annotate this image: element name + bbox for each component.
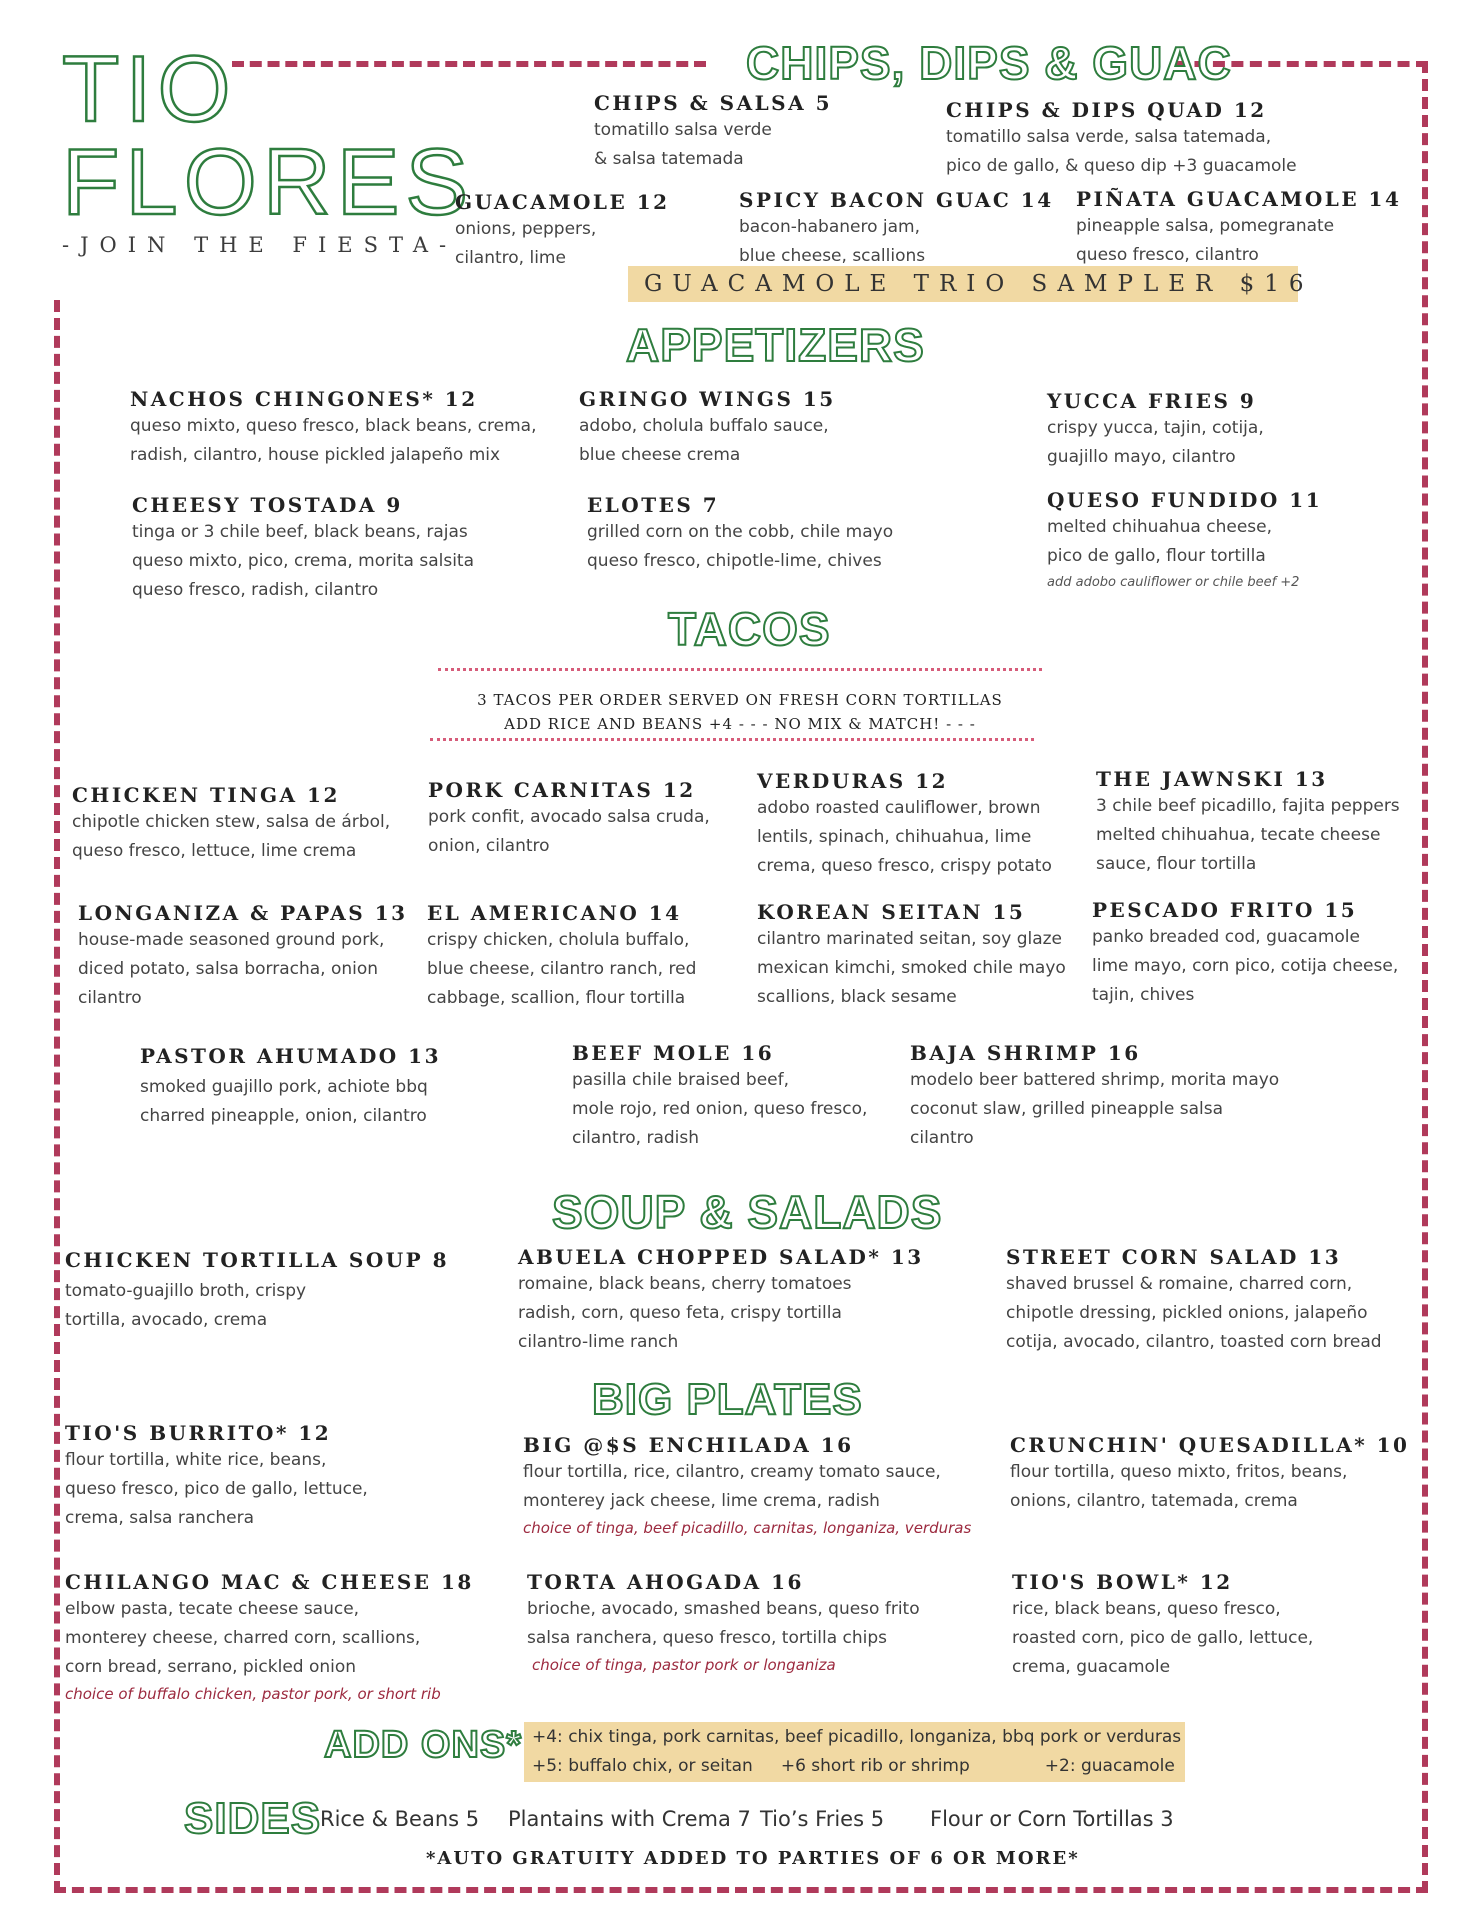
item-desc: flour tortilla, rice, cilantro, creamy tomato sauce, <box>523 1462 941 1482</box>
item-name: BAJA SHRIMP 16 <box>910 1041 1141 1065</box>
item-note: choice of tinga, pastor pork or longaniza <box>532 1656 836 1674</box>
item-name: TIO'S BOWL* 12 <box>1012 1570 1233 1594</box>
item-desc: brioche, avocado, smashed beans, queso frito <box>527 1599 920 1619</box>
item-desc: monterey jack cheese, lime crema, radish <box>523 1491 880 1511</box>
item-name: YUCCA FRIES 9 <box>1047 389 1257 413</box>
gratuity-note: *AUTO GRATUITY ADDED TO PARTIES OF 6 OR MORE* <box>426 1848 1080 1869</box>
menu-item-chicken-tortilla-soup <box>65 1247 449 1335</box>
menu-item-pinata-guacamole <box>1076 186 1401 270</box>
menu-item-yucca-fries <box>1047 388 1264 472</box>
item-desc: pico de gallo, flour tortilla <box>1047 546 1266 566</box>
item-desc: coconut slaw, grilled pineapple salsa <box>910 1099 1224 1119</box>
item-desc: tajin, chives <box>1092 985 1195 1005</box>
menu-item-the-jawnski <box>1096 766 1400 879</box>
item-name: CHEESY TOSTADA 9 <box>132 493 403 517</box>
item-desc: lime mayo, corn pico, cotija cheese, <box>1092 956 1399 976</box>
menu-item-beef-mole <box>572 1040 867 1153</box>
addons-line1: +4: chix tinga, pork carnitas, beef picadillo, longaniza, bbq pork or verduras <box>532 1727 1182 1747</box>
menu-item-abuela-chopped-salad <box>518 1244 924 1357</box>
guacamole-sampler-band <box>628 266 1314 302</box>
item-desc: queso mixto, pico, crema, morita salsita <box>132 551 475 571</box>
item-desc: cotija, avocado, cilantro, toasted corn bread <box>1006 1332 1382 1352</box>
item-name: ELOTES 7 <box>587 493 720 517</box>
item-desc: radish, cilantro, house pickled jalapeño mix <box>130 445 501 465</box>
tacos-divider-top <box>438 668 1042 671</box>
menu-item-cheesy-tostada <box>132 492 474 605</box>
item-desc: salsa ranchera, queso fresco, tortilla chips <box>527 1628 888 1648</box>
side-rice-beans: Rice & Beans 5 <box>320 1807 480 1831</box>
item-desc: smoked guajillo pork, achiote bbq <box>140 1077 428 1097</box>
item-desc: charred pineapple, onion, cilantro <box>140 1106 427 1126</box>
menu-item-chilango-mac <box>65 1569 474 1706</box>
border-bottom <box>54 1887 1428 1893</box>
item-desc: pasilla chile braised beef, <box>572 1070 790 1090</box>
item-desc: mole rojo, red onion, queso fresco, <box>572 1099 868 1119</box>
item-desc: blue cheese crema <box>579 445 741 465</box>
item-desc: tinga or 3 chile beef, black beans, rajas <box>132 522 468 542</box>
item-desc: elbow pasta, tecate cheese sauce, <box>65 1599 360 1619</box>
menu-item-gringo-wings <box>579 386 836 470</box>
tacos-info-line2: ADD RICE AND BEANS +4 - - - NO MIX & MATCH! - - - <box>504 715 976 733</box>
item-desc: & salsa tatemada <box>594 149 744 169</box>
side-fries: Tio’s Fries 5 <box>760 1807 885 1831</box>
item-desc: melted chihuahua, tecate cheese <box>1096 825 1381 845</box>
item-desc: crema, queso fresco, crispy potato <box>757 856 1052 876</box>
menu-item-elotes <box>587 492 893 576</box>
border-top-left <box>232 61 706 67</box>
item-desc: lentils, spinach, chihuahua, lime <box>757 827 1032 847</box>
tacos-divider-bottom <box>430 738 1034 741</box>
item-desc: queso mixto, queso fresco, black beans, crema, <box>130 416 537 436</box>
item-desc: bacon-habanero jam, <box>739 217 921 237</box>
item-desc: blue cheese, cilantro ranch, red <box>427 959 697 979</box>
item-desc: radish, corn, queso feta, crispy tortilla <box>518 1303 842 1323</box>
addons-line2 <box>532 1752 1177 1781</box>
item-desc: guajillo mayo, cilantro <box>1047 447 1236 467</box>
border-right <box>1422 61 1428 1893</box>
section-soups-title: SOUP & SALADS <box>552 1186 943 1238</box>
item-desc: queso fresco, chipotle-lime, chives <box>587 551 882 571</box>
item-desc: flour tortilla, queso mixto, fritos, beans, <box>1010 1462 1348 1482</box>
tacos-info-line1: 3 TACOS PER ORDER SERVED ON FRESH CORN TORTILLAS <box>477 691 1003 709</box>
item-desc: mexican kimchi, smoked chile mayo <box>757 958 1066 978</box>
item-note: choice of tinga, beef picadillo, carnitas, longaniza, verduras <box>523 1519 972 1537</box>
item-desc: rice, black beans, queso fresco, <box>1012 1599 1281 1619</box>
item-desc: tomatillo salsa verde <box>594 120 772 140</box>
menu-item-tios-burrito <box>65 1420 368 1533</box>
section-addons-title: ADD ONS* <box>324 1724 523 1766</box>
item-name: PORK CARNITAS 12 <box>428 778 696 802</box>
item-desc: romaine, black beans, cherry tomatoes <box>518 1274 852 1294</box>
item-name: GUACAMOLE 12 <box>455 190 670 214</box>
brand-line1: TIO <box>62 36 237 141</box>
item-name: PESCADO FRITO 15 <box>1092 898 1358 922</box>
menu-item-pastor-ahumado <box>140 1043 441 1131</box>
item-note: add adobo cauliflower or chile beef +2 <box>1047 575 1300 590</box>
item-desc: tomato-guajillo broth, crispy <box>65 1281 307 1301</box>
item-name: PIÑATA GUACAMOLE 14 <box>1076 187 1402 211</box>
item-desc: diced potato, salsa borracha, onion <box>78 959 379 979</box>
menu-item-verduras <box>757 768 1052 881</box>
item-desc: cilantro, radish <box>572 1128 700 1148</box>
guacamole-sampler-label: GUACAMOLE TRIO SAMPLER $16 <box>644 271 1314 297</box>
item-name: CHIPS & SALSA 5 <box>594 91 832 115</box>
item-name: PASTOR AHUMADO 13 <box>140 1044 442 1068</box>
item-desc: monterey cheese, charred corn, scallions, <box>65 1628 421 1648</box>
item-note: choice of buffalo chicken, pastor pork, or short rib <box>65 1685 441 1703</box>
item-desc: queso fresco, pico de gallo, lettuce, <box>65 1479 368 1499</box>
item-desc: chipotle dressing, pickled onions, jalapeño <box>1006 1303 1368 1323</box>
brand-line2: FLORES <box>62 129 475 234</box>
item-desc: crema, salsa ranchera <box>65 1508 255 1528</box>
item-desc: modelo beer battered shrimp, morita mayo <box>910 1070 1280 1090</box>
item-name: CHICKEN TORTILLA SOUP 8 <box>65 1248 450 1272</box>
item-desc: cilantro, lime <box>455 248 566 268</box>
item-desc: pineapple salsa, pomegranate <box>1076 216 1335 236</box>
menu-item-guacamole <box>455 189 670 273</box>
section-tacos-title: TACOS <box>668 603 831 655</box>
item-name: VERDURAS 12 <box>757 769 949 793</box>
section-plates-title: BIG PLATES <box>592 1375 863 1424</box>
item-name: STREET CORN SALAD 13 <box>1006 1245 1342 1269</box>
menu-item-torta-ahogada <box>527 1569 920 1677</box>
item-name: GRINGO WINGS 15 <box>579 387 836 411</box>
item-desc: blue cheese, scallions <box>739 246 926 266</box>
item-desc: cabbage, scallion, flour tortilla <box>427 988 686 1008</box>
item-desc: house-made seasoned ground pork, <box>78 930 385 950</box>
item-name: THE JAWNSKI 13 <box>1096 767 1328 791</box>
menu-item-pescado-frito <box>1092 897 1398 1010</box>
item-desc: tomatillo salsa verde, salsa tatemada, <box>946 127 1272 147</box>
item-name: TORTA AHOGADA 16 <box>527 1570 804 1594</box>
item-name: NACHOS CHINGONES* 12 <box>130 387 478 411</box>
addons-line2-a: +5: buffalo chix, or seitan <box>532 1756 753 1776</box>
section-appetizers-title: APPETIZERS <box>626 319 925 371</box>
menu-item-big-enchilada <box>523 1432 971 1540</box>
item-desc: cilantro <box>78 988 142 1008</box>
item-desc: cilantro-lime ranch <box>518 1332 679 1352</box>
item-desc: pork confit, avocado salsa cruda, <box>428 807 710 827</box>
menu-item-el-americano <box>427 900 696 1013</box>
addons-line2-b: +6 short rib or shrimp <box>780 1756 970 1776</box>
item-desc: melted chihuahua cheese, <box>1047 517 1273 537</box>
menu-item-tios-bowl <box>1012 1569 1313 1682</box>
item-desc: roasted corn, pico de gallo, lettuce, <box>1012 1628 1314 1648</box>
item-desc: scallions, black sesame <box>757 987 957 1007</box>
menu-item-baja-shrimp <box>910 1040 1279 1153</box>
side-plantains: Plantains with Crema 7 <box>508 1807 751 1831</box>
item-desc: chipotle chicken stew, salsa de árbol, <box>72 812 391 832</box>
item-desc: shaved brussel & romaine, charred corn, <box>1006 1274 1353 1294</box>
item-name: KOREAN SEITAN 15 <box>757 900 1026 924</box>
item-desc: queso fresco, lettuce, lime crema <box>72 841 357 861</box>
item-desc: onions, peppers, <box>455 219 597 239</box>
item-name: ABUELA CHOPPED SALAD* 13 <box>518 1245 924 1269</box>
item-name: CHICKEN TINGA 12 <box>72 783 340 807</box>
item-name: BIG @$S ENCHILADA 16 <box>523 1433 854 1457</box>
item-desc: adobo roasted cauliflower, brown <box>757 798 1041 818</box>
menu-item-queso-fundido <box>1047 487 1322 595</box>
item-desc: crispy chicken, cholula buffalo, <box>427 930 690 950</box>
item-name: EL AMERICANO 14 <box>427 901 682 925</box>
section-sides-title: SIDES <box>184 1794 322 1843</box>
menu-item-longaniza-papas <box>78 900 408 1013</box>
menu-item-crunchin-quesadilla <box>1010 1432 1409 1516</box>
border-left <box>54 300 60 1893</box>
item-name: CHIPS & DIPS QUAD 12 <box>946 98 1267 122</box>
menu-item-spicy-bacon-guac <box>739 187 1054 271</box>
brand-tagline: -JOIN THE FIESTA- <box>62 233 458 257</box>
addons-line2-c: +2: guacamole <box>1044 1756 1175 1776</box>
item-name: TIO'S BURRITO* 12 <box>65 1421 332 1445</box>
item-desc: sauce, flour tortilla <box>1096 854 1257 874</box>
item-name: LONGANIZA & PAPAS 13 <box>78 901 408 925</box>
item-desc: cilantro <box>910 1128 974 1148</box>
item-desc: onion, cilantro <box>428 836 550 856</box>
item-name: CRUNCHIN' QUESADILLA* 10 <box>1010 1433 1410 1457</box>
item-name: SPICY BACON GUAC 14 <box>739 188 1054 212</box>
item-desc: panko breaded cod, guacamole <box>1092 927 1360 947</box>
item-desc: tortilla, avocado, crema <box>65 1310 268 1330</box>
menu-item-nachos <box>130 386 537 470</box>
menu-item-chips-salsa <box>594 90 832 174</box>
menu-item-chicken-tinga <box>72 782 390 866</box>
item-desc: onions, cilantro, tatemada, crema <box>1010 1491 1298 1511</box>
item-name: CHILANGO MAC & CHEESE 18 <box>65 1570 474 1594</box>
item-desc: queso fresco, radish, cilantro <box>132 580 379 600</box>
addons-band <box>524 1722 1185 1782</box>
menu-item-korean-seitan <box>757 899 1066 1012</box>
side-tortillas: Flour or Corn Tortillas 3 <box>930 1807 1174 1831</box>
menu-item-pork-carnitas <box>428 777 710 861</box>
item-desc: corn bread, serrano, pickled onion <box>65 1657 357 1677</box>
item-desc: crispy yucca, tajin, cotija, <box>1047 418 1264 438</box>
menu-item-chips-quad <box>946 97 1297 181</box>
item-desc: cilantro marinated seitan, soy glaze <box>757 929 1063 949</box>
item-desc: queso fresco, cilantro <box>1076 245 1259 265</box>
section-chips-title: CHIPS, DIPS & GUAC <box>746 37 1232 89</box>
item-desc: pico de gallo, & queso dip +3 guacamole <box>946 156 1297 176</box>
item-desc: flour tortilla, white rice, beans, <box>65 1450 327 1470</box>
item-desc: crema, guacamole <box>1012 1657 1171 1677</box>
item-desc: adobo, cholula buffalo sauce, <box>579 416 829 436</box>
item-name: QUESO FUNDIDO 11 <box>1047 488 1323 512</box>
item-desc: grilled corn on the cobb, chile mayo <box>587 522 894 542</box>
item-name: BEEF MOLE 16 <box>572 1041 775 1065</box>
menu-item-street-corn-salad <box>1006 1244 1382 1357</box>
tacos-info <box>430 688 1050 736</box>
item-desc: 3 chile beef picadillo, fajita peppers <box>1096 796 1400 816</box>
